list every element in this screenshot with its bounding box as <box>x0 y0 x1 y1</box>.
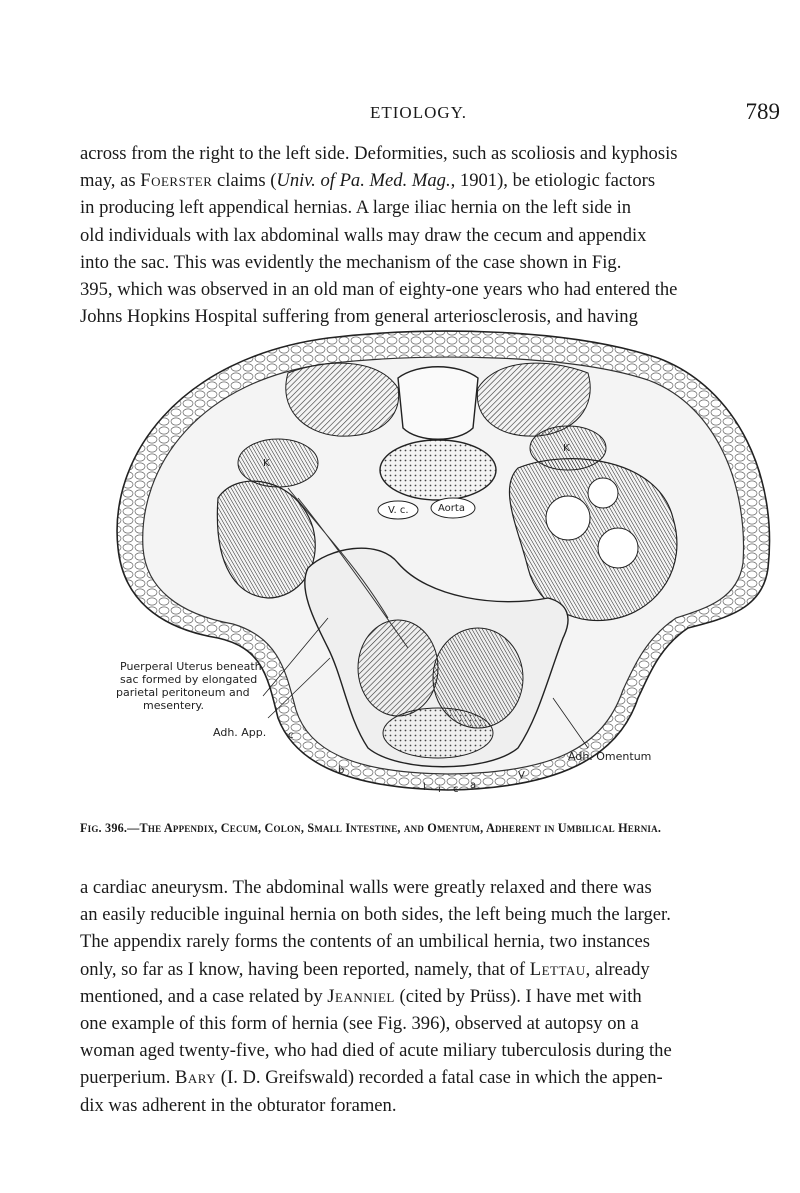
label-uterus-3: parietal peritoneum and <box>116 686 250 699</box>
page-number: 789 <box>745 99 780 124</box>
label-adh-app: Adh. App. <box>213 726 267 739</box>
cross-section-drawing <box>98 318 778 798</box>
label-uterus-4: mesentery. <box>143 699 204 712</box>
author-name: Lettau <box>529 958 586 980</box>
text-line: puerperium. Bary (I. D. Greifswald) recorded a fatal case in which the appen- <box>80 1067 663 1089</box>
text-line: an easily reducible inguinal hernia on both sides, the left being much the larger. <box>80 904 671 926</box>
text-line: in producing left appendical hernias. A large iliac hernia on the left side in <box>80 197 632 219</box>
kidney-left <box>238 439 318 487</box>
label-v: V <box>518 770 525 781</box>
label-l: l <box>423 782 426 793</box>
text-line: mentioned, and a case related by Jeanniel (cited by Prüss). I have met with <box>80 985 642 1007</box>
vertebra <box>398 367 478 440</box>
text-line: dix was adherent in the obturator foramen. <box>80 1094 397 1116</box>
figure-caption <box>80 821 783 836</box>
vertebral-body <box>380 440 496 500</box>
anatomical-illustration <box>98 318 778 798</box>
text-line: into the sac. This was evidently the mechanism of the case shown in Fig. <box>80 251 622 273</box>
label-k-left: K <box>263 458 270 469</box>
label-i: i <box>438 784 441 795</box>
running-title: ETIOLOGY. <box>370 103 467 122</box>
text-line: Johns Hopkins Hospital suffering from general arteriosclerosis, and having <box>80 306 638 328</box>
text-line: old individuals with lax abdominal walls may draw the cecum and appendix <box>80 224 647 246</box>
label-a: a <box>470 780 477 791</box>
running-head <box>80 99 780 129</box>
text-line: woman aged twenty-five, who had died of acute miliary tuberculosis during the <box>80 1040 672 1062</box>
text-line: one example of this form of hernia (see Fig. 396), observed at autopsy on a <box>80 1013 639 1035</box>
label-vena-cava: V. c. <box>388 505 409 516</box>
author-name: Bary <box>175 1067 217 1089</box>
author-name: Foerster <box>140 170 213 192</box>
label-uterus-2: sac formed by elongated <box>120 673 258 686</box>
label-k-right: K <box>563 443 570 454</box>
text-line: a cardiac aneurysm. The abdominal walls were greatly relaxed and there was <box>80 877 652 898</box>
text-line: only, so far as I know, having been reported, namely, that of Lettau, already <box>80 958 650 980</box>
label-aorta: Aorta <box>438 503 465 514</box>
text-line: The appendix rarely forms the contents of an umbilical hernia, two instances <box>80 931 651 953</box>
label-c: c <box>453 784 459 795</box>
label-uterus-1: Puerperal Uterus beneath <box>120 660 262 673</box>
journal-title: Univ. of Pa. Med. Mag. <box>276 170 451 192</box>
paragraph-2 <box>80 874 783 1119</box>
text-line: across from the right to the left side. Deformities, such as scoliosis and kyphosis <box>80 143 678 164</box>
label-adh-omentum: Adh. Omentum <box>568 750 652 763</box>
author-name: Jeanniel <box>327 985 395 1007</box>
text-line: 395, which was observed in an old man of eighty-one years who had entered the <box>80 279 678 301</box>
text-line: may, as Foerster claims (Univ. of Pa. Med. Mag., 1901), be etiologic factors <box>80 170 656 192</box>
label-b: b <box>338 765 345 776</box>
paragraph-1 <box>80 140 783 330</box>
caption-text: —The Appendix, Cecum, Colon, Small Intestine, and Omentum, Adherent in Umbilical Hernia. <box>127 821 662 835</box>
label-c2: c <box>288 730 294 741</box>
caption-prefix: Fig. 396. <box>80 821 128 835</box>
